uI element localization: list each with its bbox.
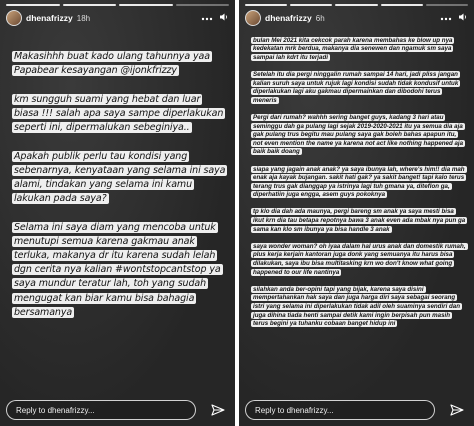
avatar[interactable] bbox=[6, 10, 22, 26]
story-header bbox=[6, 10, 229, 26]
story-text bbox=[251, 28, 466, 329]
progress-bars bbox=[6, 4, 229, 6]
progress-segment bbox=[63, 4, 117, 6]
send-icon[interactable] bbox=[211, 403, 225, 417]
post-time: 6h bbox=[315, 13, 325, 23]
story-paragraph: Setelah itu dia pergi ninggalin rumah sampai 14 hari, jadi pliss jangan kalian suruh saya untuk rujuk lagi kondisi sudah tidak kondusif untuk diperlakukan lagi aku gakmau dipermainkan dan dibodohi terus meneris bbox=[253, 70, 459, 104]
story-paragraph: bulan Mei 2021 kita cekcok parah karena membahas ke blow up nya kedekatan mrk berdua, makanya dia senewen dan ngamuk sm saya sampai lah kdrt itu terjadi bbox=[253, 36, 453, 61]
story-paragraph: siapa yang jagain anak anak? ya saya ibunya lah, where's him!! dia mah enak aja kayak bujangan. sakit hati gak? ya sakit banget! tapi kalo terus terang trus gak dianggap ya istrinya lagi tuh gmana ya, diteflon ga, diperhatiin juga engga, asem guys pokoknya bbox=[253, 165, 465, 199]
story-paragraph: Pergi dari rumah? wahhh sering banget guys, kadang 3 hari atau seminggu dah ga pulang lagi sejak 2019-2020-2021 itu ya semua dia aja gak pulang trus begitu mau pulang saya gak boleh bahas apapun itu, not even mention the name ya karena not act like nothing happened aja baik baik doang bbox=[253, 113, 464, 156]
story-paragraph: km sungguh suami yang hebat dan luar biasa !!! salah apa saya sampe diperlakukan seperti ini, dipermalukan sebeginiya.. bbox=[14, 93, 224, 134]
speaker-icon[interactable] bbox=[219, 12, 229, 25]
story-paragraph: Makasihhh buat kado ulang tahunnya yaa Papabear kesayangan @ijonkfrizzy bbox=[14, 51, 210, 77]
progress-segment bbox=[290, 4, 332, 6]
progress-segment bbox=[119, 4, 173, 6]
story-paragraph: saya wonder woman? oh iyaa dalam hal urus anak dan domestik rumah, plus kerja kerjain kantoran juga donk yang semuanya itu harus bisa dilakukan, saya ibu bisa multitasking krn wo don't know what going happened to our life nantinya bbox=[253, 242, 466, 276]
more-icon[interactable] bbox=[440, 13, 452, 24]
progress-bars bbox=[245, 4, 468, 6]
username[interactable]: dhenafrizzy bbox=[26, 13, 73, 23]
progress-segment bbox=[381, 4, 423, 6]
progress-segment bbox=[6, 4, 60, 6]
more-icon[interactable] bbox=[201, 13, 213, 24]
username[interactable]: dhenafrizzy bbox=[265, 13, 312, 23]
reply-input[interactable]: Reply to dhenafrizzy... bbox=[6, 400, 196, 420]
left-story-panel bbox=[0, 0, 235, 426]
story-text bbox=[12, 36, 227, 320]
story-header bbox=[245, 10, 468, 26]
story-paragraph: silahkan anda ber-opini tapi yang bijak, karena saya disini mempertahankan hak saya dan juga harga diri saya sebagai seorang istri yang selama ini diperlakukan tidak adil oleh suaminya sendiri dan juga dihina tiada henti sampai detik kami ingin berpisah pun masih terus begini ya tuhanku cobaan banget hidup ini bbox=[253, 285, 461, 328]
avatar[interactable] bbox=[245, 10, 261, 26]
progress-segment bbox=[245, 4, 287, 6]
post-time: 18h bbox=[76, 13, 91, 23]
progress-segment bbox=[176, 4, 230, 6]
story-paragraph: Apakah publik perlu tau kondisi yang sebenarnya, kenyataan yang selama ini saya alami, tindakan yang selama ini kamu lakukan pada saya? bbox=[14, 150, 226, 205]
story-paragraph: Selama ini saya diam yang mencoba untuk menutupi semua karena gakmau anak terluka, makanya dr itu karena sudah lelah dgn cerita nya kalian #wontstopcantstop ya saya mundur teratur lah, toh yang sudah mengugat kan biar kamu bisa bahagia bersamanya bbox=[14, 221, 221, 318]
speaker-icon[interactable] bbox=[458, 12, 468, 25]
send-icon[interactable] bbox=[450, 403, 464, 417]
progress-segment bbox=[426, 4, 468, 6]
reply-input[interactable]: Reply to dhenafrizzy... bbox=[245, 400, 435, 420]
progress-segment bbox=[335, 4, 377, 6]
right-story-panel bbox=[239, 0, 474, 426]
story-paragraph: tp klo dia dah ada maunya, pergi bareng sm anak ya saya mesti bisa ikut krn dia tau betapa repotnya bawa 3 anak even ada mbak nya pun ga sama kan klo sm ibunya ya bisa handle 3 anak bbox=[253, 208, 466, 233]
